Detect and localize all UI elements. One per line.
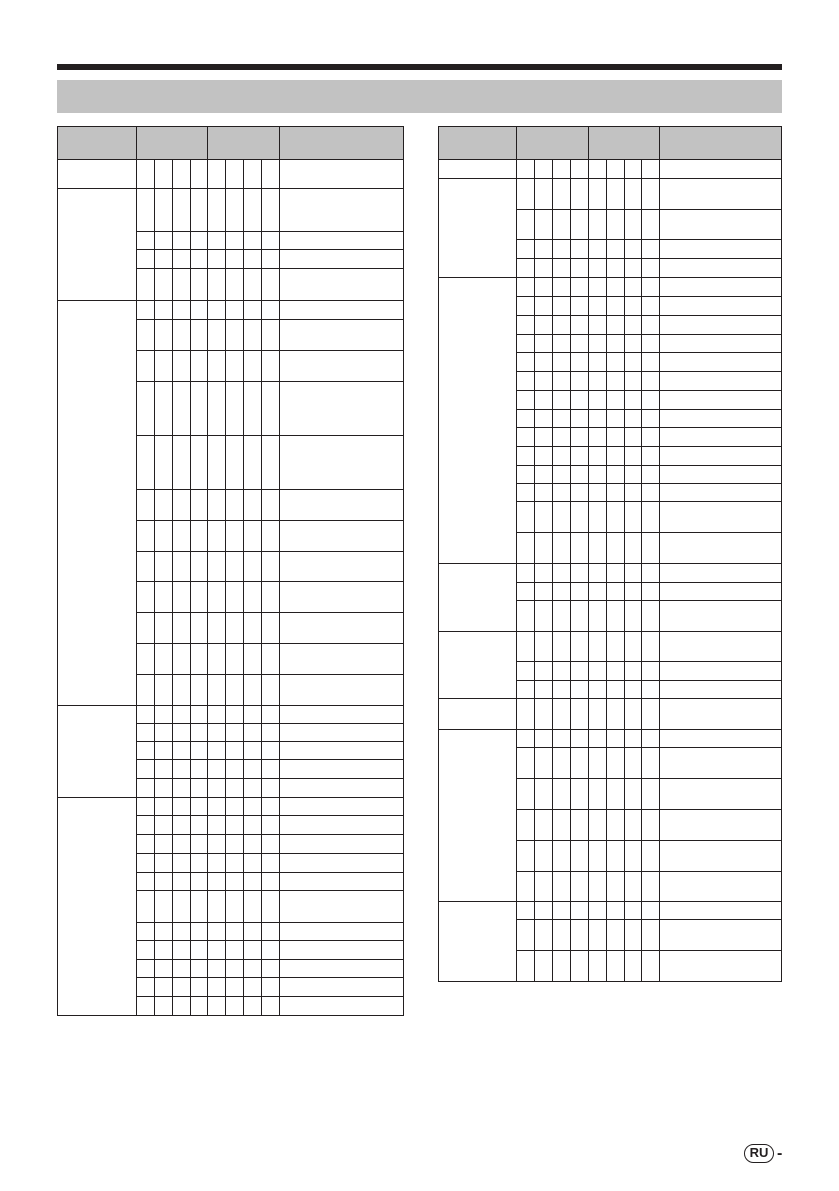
row-rule xyxy=(516,600,782,601)
table-border-top xyxy=(438,126,782,127)
row-rule xyxy=(516,239,782,240)
row-rule xyxy=(136,778,404,779)
group-rule xyxy=(438,563,517,564)
row-rule xyxy=(516,747,782,748)
row-rule xyxy=(136,741,404,742)
row-rule xyxy=(516,729,782,730)
sub-column-rule xyxy=(190,159,191,1016)
row-rule xyxy=(136,940,404,941)
row-rule xyxy=(136,834,404,835)
group-rule xyxy=(57,300,137,301)
row-rule xyxy=(516,698,782,699)
row-rule xyxy=(136,581,404,582)
table-header xyxy=(57,126,404,159)
table-border-bottom xyxy=(438,981,782,982)
sub-column-rule xyxy=(624,159,625,982)
group-rule xyxy=(438,277,517,278)
row-rule xyxy=(136,815,404,816)
group-rule xyxy=(57,188,137,189)
language-badge: RU xyxy=(744,1144,774,1163)
row-rule xyxy=(516,483,782,484)
row-rule xyxy=(516,661,782,662)
table-border-right xyxy=(781,126,782,982)
row-rule xyxy=(516,631,782,632)
group-rule xyxy=(438,698,517,699)
row-rule xyxy=(136,435,404,436)
sub-column-rule xyxy=(641,159,642,982)
table-border-right xyxy=(403,126,404,1016)
row-rule xyxy=(136,959,404,960)
sub-column-rule xyxy=(243,159,244,1016)
row-rule xyxy=(516,409,782,410)
sub-column-rule xyxy=(570,159,571,982)
row-rule xyxy=(516,258,782,259)
top-rule xyxy=(57,64,782,70)
table-border-left xyxy=(438,126,439,982)
row-rule xyxy=(136,890,404,891)
row-rule xyxy=(516,277,782,278)
row-rule xyxy=(516,680,782,681)
column-rule xyxy=(588,126,589,982)
row-rule xyxy=(136,977,404,978)
row-rule xyxy=(516,809,782,810)
column-rule xyxy=(659,126,660,982)
row-rule xyxy=(136,612,404,613)
column-rule xyxy=(279,126,280,1016)
row-rule xyxy=(136,381,404,382)
row-rule xyxy=(516,427,782,428)
row-rule xyxy=(136,319,404,320)
group-rule xyxy=(438,729,517,730)
row-rule xyxy=(516,532,782,533)
row-rule xyxy=(136,551,404,552)
table-border-top xyxy=(57,126,404,127)
sub-column-rule xyxy=(225,159,226,1016)
row-rule xyxy=(136,249,404,250)
row-rule xyxy=(516,871,782,872)
row-rule xyxy=(136,350,404,351)
group-rule xyxy=(438,178,517,179)
row-rule xyxy=(136,723,404,724)
row-rule xyxy=(136,797,404,798)
right-table xyxy=(438,126,782,982)
row-rule xyxy=(516,840,782,841)
row-rule xyxy=(136,520,404,521)
column-rule xyxy=(516,126,517,982)
row-rule xyxy=(516,296,782,297)
row-rule xyxy=(516,582,782,583)
row-rule xyxy=(136,300,404,301)
page-number-separator: - xyxy=(777,1145,783,1162)
header-rule xyxy=(57,159,404,160)
row-rule xyxy=(516,315,782,316)
row-rule xyxy=(136,674,404,675)
row-rule xyxy=(136,759,404,760)
row-rule xyxy=(136,643,404,644)
row-rule xyxy=(516,390,782,391)
column-rule xyxy=(207,126,208,1016)
row-rule xyxy=(516,501,782,502)
row-rule xyxy=(136,705,404,706)
row-rule xyxy=(136,231,404,232)
table-border-left xyxy=(57,126,58,1016)
row-rule xyxy=(516,446,782,447)
group-rule xyxy=(438,631,517,632)
row-rule xyxy=(516,178,782,179)
sub-column-rule xyxy=(172,159,173,1016)
row-rule xyxy=(516,352,782,353)
row-rule xyxy=(136,853,404,854)
section-title-band xyxy=(57,80,782,113)
header-rule xyxy=(438,159,782,160)
row-rule xyxy=(516,334,782,335)
table-header xyxy=(438,126,782,159)
row-rule xyxy=(516,371,782,372)
group-rule xyxy=(57,797,137,798)
row-rule xyxy=(136,872,404,873)
row-rule xyxy=(516,919,782,920)
table-border-bottom xyxy=(57,1015,404,1016)
group-rule xyxy=(57,705,137,706)
row-rule xyxy=(136,489,404,490)
row-rule xyxy=(136,922,404,923)
sub-column-rule xyxy=(154,159,155,1016)
row-rule xyxy=(136,268,404,269)
sub-column-rule xyxy=(552,159,553,982)
row-rule xyxy=(516,950,782,951)
left-table xyxy=(57,126,404,1016)
row-rule xyxy=(516,901,782,902)
row-rule xyxy=(136,996,404,997)
row-rule xyxy=(516,465,782,466)
row-rule xyxy=(516,778,782,779)
row-rule xyxy=(136,188,404,189)
page-footer xyxy=(744,1144,782,1163)
sub-column-rule xyxy=(606,159,607,982)
row-rule xyxy=(516,209,782,210)
sub-column-rule xyxy=(261,159,262,1016)
column-rule xyxy=(136,126,137,1016)
row-rule xyxy=(516,563,782,564)
sub-column-rule xyxy=(534,159,535,982)
group-rule xyxy=(438,901,517,902)
